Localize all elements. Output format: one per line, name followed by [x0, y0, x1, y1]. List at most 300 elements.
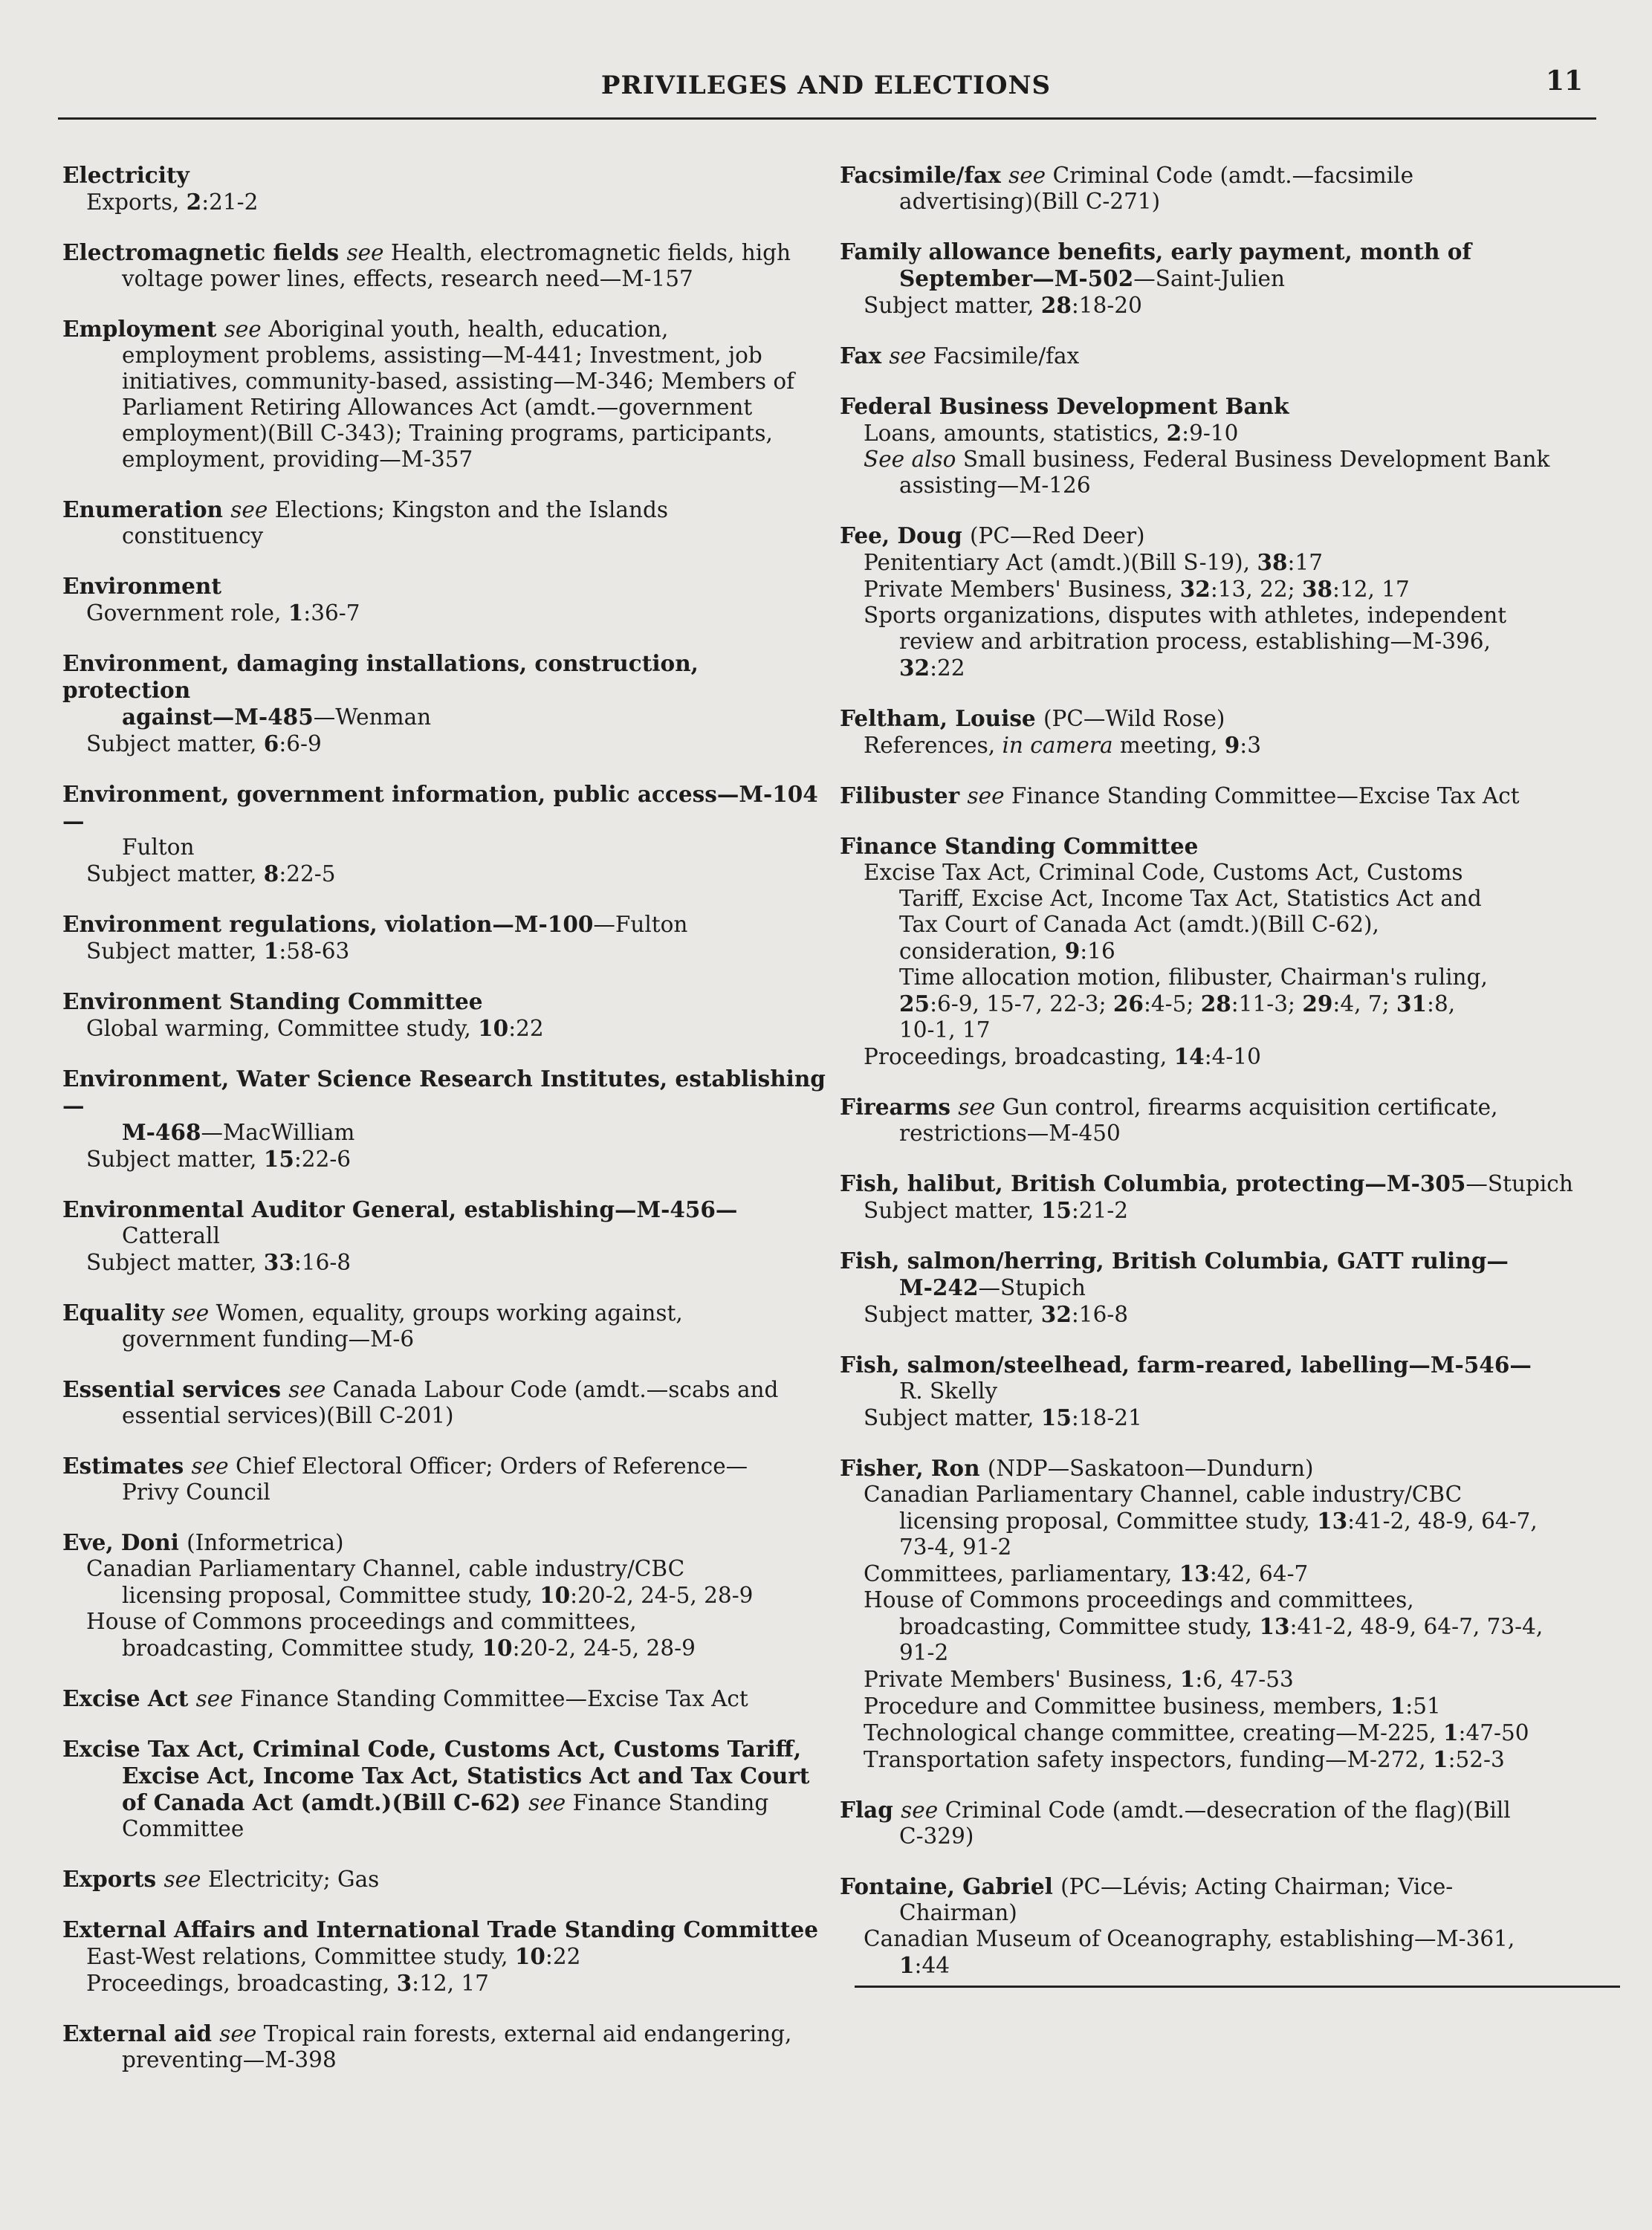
text-run: :6-9, 15-7, 22-3; [930, 991, 1113, 1017]
index-subentry-line [840, 447, 1613, 473]
text-run: —Stupich [1465, 1171, 1573, 1196]
header-rule [58, 117, 1596, 120]
index-subentry-line [840, 1560, 1613, 1587]
index-entry [62, 1866, 832, 1893]
bold-text: Environment [62, 573, 222, 599]
index-subentry-line [840, 965, 1613, 991]
italic-text: see [163, 1867, 201, 1892]
text-run: Women, equality, groups working against, [209, 1300, 683, 1326]
text-run: East-West relations, Committee study, [86, 1944, 515, 1969]
text-run: Technological change committee, creating—M-225, [864, 1720, 1444, 1746]
index-heading-line [62, 650, 832, 704]
index-heading-line [62, 781, 832, 834]
index-subentry-line [840, 1043, 1613, 1070]
index-entry [840, 705, 1613, 759]
index-entry [62, 1066, 832, 1173]
text-run: :52-3 [1448, 1747, 1505, 1772]
index-heading-line [840, 343, 1613, 369]
text-run: :3 [1240, 733, 1261, 758]
index-heading-line [62, 2020, 832, 2047]
text-run: voltage power lines, effects, research need—M-157 [122, 266, 693, 291]
index-heading-line [840, 1352, 1613, 1378]
text-run: advertising)(Bill C-271) [899, 189, 1161, 214]
index-heading-line [62, 1196, 832, 1223]
index-heading-line [62, 1736, 832, 1763]
index-subentry-line [840, 292, 1613, 319]
index-heading-line [840, 1873, 1613, 1900]
text-run: (PC—Lévis; Acting Chairman; Vice- [1060, 1874, 1454, 1899]
index-subentry-line [62, 1556, 832, 1582]
text-run: Finance Standing Committee—Excise Tax Act [233, 1686, 748, 1711]
index-subentry-line [840, 1482, 1613, 1508]
index-subentry-line [62, 1146, 832, 1173]
bold-text: Environment regulations, violation—M-100 [62, 911, 594, 937]
index-subentry-line [840, 1824, 1613, 1850]
index-subentry-line [840, 1017, 1613, 1043]
index-heading-line [840, 162, 1613, 189]
text-run: :22-5 [279, 861, 336, 887]
text-run: Subject matter, [86, 1250, 264, 1275]
text-run: employment)(Bill C-343); Training programs, participants, [122, 421, 773, 446]
footer-rule [855, 1986, 1620, 1988]
text-run: Subject matter, [864, 1302, 1041, 1327]
index-subentry-line [840, 1404, 1613, 1431]
page-number: 11 [1546, 65, 1584, 97]
text-run: Finance Standing [566, 1790, 769, 1815]
text-run: :20-2, 24-5, 28-9 [570, 1583, 754, 1608]
index-subentry-line [840, 265, 1613, 292]
bold-text: Fax [840, 343, 890, 369]
bold-text: Finance Standing Committee [840, 833, 1199, 859]
bold-text: 1 [288, 600, 304, 626]
bold-text: 15 [1040, 1197, 1072, 1223]
index-heading-line [62, 239, 832, 266]
text-run: :47-50 [1458, 1720, 1529, 1746]
bold-text: 10 [478, 1015, 509, 1041]
text-run: (PC—Wild Rose) [1043, 706, 1225, 731]
text-run: :22-6 [294, 1147, 352, 1172]
index-subentry-line [840, 1378, 1613, 1404]
text-run: Elections; Kingston and the Islands [268, 497, 669, 522]
text-run: (NDP—Saskatoon—Dundurn) [987, 1456, 1314, 1481]
text-run: Criminal Code (amdt.—facsimile [1046, 163, 1414, 188]
index-heading-line [62, 911, 832, 938]
index-entry [840, 1170, 1613, 1224]
text-run: R. Skelly [899, 1378, 998, 1404]
bold-text: Flag [840, 1797, 901, 1823]
bold-text: 1 [1179, 1666, 1196, 1692]
bold-text: 13 [1179, 1560, 1210, 1586]
italic-text: see [195, 1686, 233, 1711]
italic-text: see [901, 1798, 939, 1823]
index-subentry-line [840, 1301, 1613, 1328]
text-run: :13, 22; [1210, 577, 1302, 602]
bold-text: Environment Standing Committee [62, 988, 483, 1014]
bold-text: 2 [1166, 420, 1182, 446]
index-heading-line [62, 316, 832, 343]
text-run: broadcasting, Committee study, [899, 1614, 1260, 1639]
index-entry [62, 1916, 832, 1997]
index-entry [62, 1196, 832, 1276]
bold-text: 3 [396, 1970, 412, 1996]
italic-text: see [224, 317, 262, 342]
italic-text: see [1008, 163, 1046, 188]
index-entry [62, 162, 832, 215]
text-run: :41-2, 48-9, 64-7, 73-4, [1289, 1614, 1544, 1639]
bold-text: 29 [1302, 991, 1333, 1017]
text-run: Global warming, Committee study, [86, 1016, 479, 1041]
text-run: Canadian Parliamentary Channel, cable industry/CBC [86, 1556, 685, 1581]
text-run: Facsimile/fax [926, 343, 1080, 369]
index-subentry-line [840, 1693, 1613, 1720]
index-entry [840, 162, 1613, 215]
text-run: :16-8 [1071, 1302, 1129, 1327]
index-heading-line [840, 1248, 1613, 1274]
bold-text: Fee, Doug [840, 522, 971, 548]
index-subentry-line [62, 1479, 832, 1505]
index-heading-line [840, 1094, 1613, 1121]
text-run: :36-7 [303, 600, 360, 626]
index-subentry-line [62, 1943, 832, 1970]
text-run: Parliament Retiring Allowances Act (amdt.—government [122, 395, 753, 420]
index-subentry-line [840, 189, 1613, 215]
bold-text: Exports [62, 1866, 164, 1892]
bold-text: Electromagnetic fields [62, 239, 347, 265]
text-run: :17 [1287, 550, 1323, 575]
text-run: Fulton [122, 834, 195, 860]
index-entry [62, 316, 832, 473]
bold-text: M-468 [122, 1119, 201, 1145]
index-subentry-line [62, 860, 832, 887]
bold-text: 31 [1396, 991, 1427, 1017]
index-subentry-line [62, 369, 832, 395]
index-subentry-line [62, 266, 832, 292]
text-run: —Saint-Julien [1133, 266, 1285, 291]
bold-text: Fish, salmon/herring, British Columbia, GATT ruling— [840, 1248, 1509, 1274]
index-subentry-line [840, 1900, 1613, 1926]
index-subentry-line [62, 1609, 832, 1635]
index-subentry-line [840, 576, 1613, 603]
index-subentry-line [62, 1816, 832, 1842]
bold-text: Eve, Doni [62, 1529, 187, 1555]
bold-text: Environment, government information, public access—M-104— [62, 781, 818, 834]
text-run: Excise Tax Act, Criminal Code, Customs Act, Customs [864, 860, 1463, 885]
index-entry [62, 911, 832, 965]
text-run: Tropical rain forests, external aid endangering, [256, 2021, 792, 2046]
index-subentry-line [62, 447, 832, 473]
index-subentry-line [62, 1223, 832, 1249]
text-run: Transportation safety inspectors, funding—M-272, [864, 1747, 1434, 1772]
bold-text: 14 [1173, 1043, 1205, 1069]
bold-text: Employment [62, 316, 224, 342]
text-run: Gun control, firearms acquisition certificate, [995, 1095, 1498, 1120]
index-subentry-line [840, 473, 1613, 499]
bold-text: 1 [1443, 1720, 1459, 1746]
text-run: Finance Standing Committee—Excise Tax Act [1004, 783, 1520, 808]
text-run: Penitentiary Act (amdt.)(Bill S-19), [864, 550, 1257, 575]
text-run: Criminal Code (amdt.—desecration of the flag)(Bill [938, 1798, 1511, 1823]
text-run: :12, 17 [412, 1971, 489, 1996]
text-run: Tax Court of Canada Act (amdt.)(Bill C-62), [899, 912, 1379, 937]
index-subentry-line [62, 1789, 832, 1816]
italic-text: see [958, 1095, 996, 1120]
index-heading-line [62, 1376, 832, 1403]
text-run: Exports, [86, 189, 187, 215]
index-subentry-line [840, 886, 1613, 912]
text-run: :4-10 [1204, 1044, 1261, 1069]
running-header-title: PRIVILEGES AND ELECTIONS [600, 71, 1052, 100]
text-run: :44 [914, 1953, 950, 1978]
italic-text: see [528, 1790, 566, 1815]
text-run: —MacWilliam [201, 1120, 355, 1145]
bold-text: 28 [1200, 991, 1231, 1017]
bold-text: 13 [1259, 1613, 1290, 1639]
index-heading-line [62, 1066, 832, 1119]
bold-text: Family allowance benefits, early payment, month of [840, 239, 1472, 265]
text-run: 91-2 [899, 1640, 949, 1665]
text-run: Chairman) [899, 1900, 1017, 1925]
index-entry [840, 343, 1613, 369]
text-run: House of Commons proceedings and committees, [86, 1609, 637, 1634]
text-run: :42, 64-7 [1209, 1561, 1309, 1586]
index-entry [62, 239, 832, 292]
text-run: assisting—M-126 [899, 473, 1091, 498]
text-run: Proceedings, broadcasting, [86, 1971, 397, 1996]
index-heading-line [840, 833, 1613, 860]
index-subentry-line [840, 938, 1613, 965]
index-entry [840, 782, 1613, 809]
index-entry [62, 650, 832, 757]
text-run: :58-63 [279, 939, 350, 964]
index-subentry-line [62, 730, 832, 757]
text-run: :51 [1405, 1693, 1441, 1719]
text-run: (PC—Red Deer) [970, 523, 1145, 548]
index-subentry-line [62, 189, 832, 215]
index-subentry-line [62, 2047, 832, 2073]
index-entry [62, 1376, 832, 1429]
bold-text: External Affairs and International Trade Standing Committee [62, 1916, 819, 1942]
bold-text: 26 [1112, 991, 1144, 1017]
text-run: :4-5; [1143, 991, 1201, 1017]
index-heading-line [62, 162, 832, 189]
index-entry [840, 1094, 1613, 1147]
bold-text: September—M-502 [899, 265, 1134, 291]
index-subentry-line [840, 603, 1613, 629]
bold-text: 10 [482, 1635, 513, 1661]
text-run: :41-2, 48-9, 64-7, [1347, 1508, 1538, 1534]
index-subentry-line [840, 1640, 1613, 1666]
text-run: —Wenman [313, 704, 432, 730]
text-run: :4, 7; [1332, 991, 1396, 1017]
index-subentry-line [62, 523, 832, 549]
bold-text: M-242 [899, 1274, 979, 1300]
index-subentry-line [62, 421, 832, 447]
index-subentry-line [840, 860, 1613, 886]
bold-text: 28 [1040, 292, 1072, 318]
text-run: :22 [930, 655, 965, 681]
text-run: initiatives, community-based, assisting—M-346; Members of [122, 369, 795, 394]
index-subentry-line [840, 629, 1613, 655]
italic-text: see [967, 783, 1005, 808]
bold-text: against—M-485 [122, 704, 314, 730]
bold-text: 38 [1301, 576, 1332, 602]
italic-text: see [288, 1377, 326, 1402]
index-subentry-line [840, 1121, 1613, 1147]
index-subentry-line [840, 549, 1613, 576]
text-run: employment, providing—M-357 [122, 447, 473, 472]
index-subentry-line [840, 1274, 1613, 1301]
bold-text: Essential services [62, 1376, 289, 1402]
index-subentry-line [62, 938, 832, 965]
bold-text: 1 [899, 1952, 915, 1978]
index-heading-line [62, 1453, 832, 1479]
index-heading-line [62, 573, 832, 600]
italic-text: see [172, 1300, 210, 1326]
index-subentry-line [62, 1403, 832, 1429]
bold-text: 10 [514, 1943, 545, 1969]
index-subentry-line [62, 1119, 832, 1146]
text-run: :9-10 [1182, 421, 1239, 446]
bold-text: 38 [1257, 549, 1288, 575]
index-subentry-line [62, 1635, 832, 1662]
bold-text: 1 [263, 938, 279, 964]
index-column-right [840, 162, 1613, 2003]
index-subentry-line [62, 343, 832, 369]
bold-text: Excise Tax Act, Criminal Code, Customs Act, Customs Tariff, [62, 1736, 802, 1762]
text-run: 10-1, 17 [899, 1017, 991, 1043]
text-run: licensing proposal, Committee study, [122, 1583, 540, 1608]
index-entry [62, 1300, 832, 1352]
index-heading-line [840, 522, 1613, 549]
index-entry [840, 522, 1613, 681]
text-run: Subject matter, [864, 1405, 1041, 1430]
text-run: licensing proposal, Committee study, [899, 1508, 1318, 1534]
italic-text: see [346, 240, 384, 265]
text-run: Committee [122, 1816, 244, 1841]
index-subentry-line [62, 600, 832, 626]
text-run: essential services)(Bill C-201) [122, 1403, 454, 1428]
index-subentry-line [840, 1613, 1613, 1640]
text-run: —Stupich [978, 1275, 1086, 1300]
index-entry [62, 1529, 832, 1662]
index-entry [62, 781, 832, 887]
index-subentry-line [62, 1015, 832, 1042]
index-subentry-line [62, 1970, 832, 1997]
text-run: Small business, Federal Business Development Bank [956, 447, 1550, 472]
index-subentry-line [840, 1508, 1613, 1534]
index-entry [840, 239, 1613, 319]
text-run: Procedure and Committee business, members, [864, 1693, 1390, 1719]
index-heading-line [840, 393, 1613, 420]
bold-text: 13 [1317, 1508, 1348, 1534]
index-entry [840, 833, 1613, 1070]
text-run: :16 [1080, 939, 1115, 964]
index-entry [840, 1248, 1613, 1328]
text-run: :22 [508, 1016, 544, 1041]
text-run: review and arbitration process, establishing—M-396, [899, 629, 1491, 654]
bold-text: Environmental Auditor General, establishing—M-456— [62, 1196, 738, 1222]
index-subentry-line [840, 732, 1613, 759]
text-run: Canada Labour Code (amdt.—scabs and [325, 1377, 779, 1402]
text-run: Subject matter, [864, 293, 1041, 318]
bold-text: of Canada Act (amdt.)(Bill C-62) [122, 1789, 529, 1815]
text-run: Chief Electoral Officer; Orders of Reference— [228, 1453, 748, 1479]
index-subentry-line [840, 912, 1613, 938]
bold-text: Electricity [62, 162, 190, 188]
index-entry [840, 1455, 1613, 1773]
bold-text: Firearms [840, 1094, 959, 1120]
text-run: C-329) [899, 1824, 974, 1849]
bold-text: Fisher, Ron [840, 1455, 988, 1481]
text-run: :21-2 [201, 189, 259, 215]
text-run: Subject matter, [86, 939, 264, 964]
bold-text: 8 [263, 860, 279, 887]
italic-text: see [219, 2021, 257, 2046]
bold-text: Facsimile/fax [840, 162, 1009, 188]
bold-text: 2 [186, 189, 202, 215]
text-run: Committees, parliamentary, [864, 1561, 1179, 1586]
text-run: Tariff, Excise Act, Income Tax Act, Statistics Act and [899, 886, 1482, 911]
index-heading-line [62, 496, 832, 523]
text-run: References, [864, 733, 1002, 758]
italic-text: see [230, 497, 268, 522]
text-run: :6, 47-53 [1195, 1667, 1294, 1692]
text-run: constituency [122, 523, 264, 548]
text-run: Subject matter, [86, 861, 264, 887]
bold-text: Filibuster [840, 782, 968, 808]
bold-text: Feltham, Louise [840, 705, 1043, 731]
bold-text: 1 [1433, 1746, 1448, 1772]
text-run: :6-9 [279, 731, 322, 756]
text-run: :8, [1427, 991, 1456, 1017]
bold-text: 15 [263, 1146, 294, 1172]
bold-text: 32 [1179, 576, 1211, 602]
text-run: :22 [545, 1944, 581, 1969]
text-run: :18-20 [1071, 293, 1142, 318]
bold-text: 33 [263, 1249, 294, 1275]
text-run: restrictions—M-450 [899, 1121, 1121, 1146]
bold-text: Enumeration [62, 496, 231, 522]
text-run: :11-3; [1231, 991, 1303, 1017]
text-run: Subject matter, [864, 1198, 1041, 1223]
index-subentry-line [62, 1582, 832, 1609]
index-subentry-line [62, 1763, 832, 1789]
bold-text: 10 [540, 1582, 571, 1608]
text-run: Canadian Museum of Oceanography, establishing—M-361, [864, 1926, 1515, 1951]
bold-text: 32 [1040, 1301, 1072, 1327]
index-heading-line [840, 705, 1613, 732]
bold-text: Excise Act, Income Tax Act, Statistics Act and Tax Court [122, 1763, 810, 1789]
bold-text: Fish, salmon/steelhead, farm-reared, labelling—M-546— [840, 1352, 1532, 1378]
index-entry [840, 1352, 1613, 1431]
index-subentry-line [62, 834, 832, 860]
bold-text: Equality [62, 1300, 172, 1326]
index-heading-line [840, 239, 1613, 265]
text-run: Sports organizations, disputes with athletes, independent [864, 603, 1507, 628]
index-entry [62, 1685, 832, 1712]
bold-text: 15 [1040, 1404, 1072, 1430]
bold-text: Environment, Water Science Research Institutes, establishing— [62, 1066, 826, 1118]
index-entry [840, 1797, 1613, 1850]
text-run: :18-21 [1071, 1405, 1142, 1430]
text-run: Government role, [86, 600, 288, 626]
index-subentry-line [840, 1534, 1613, 1560]
index-subentry-line [840, 1666, 1613, 1693]
index-heading-line [62, 1866, 832, 1893]
index-heading-line [62, 1916, 832, 1943]
italic-text: see [191, 1453, 229, 1479]
index-entry [62, 573, 832, 626]
